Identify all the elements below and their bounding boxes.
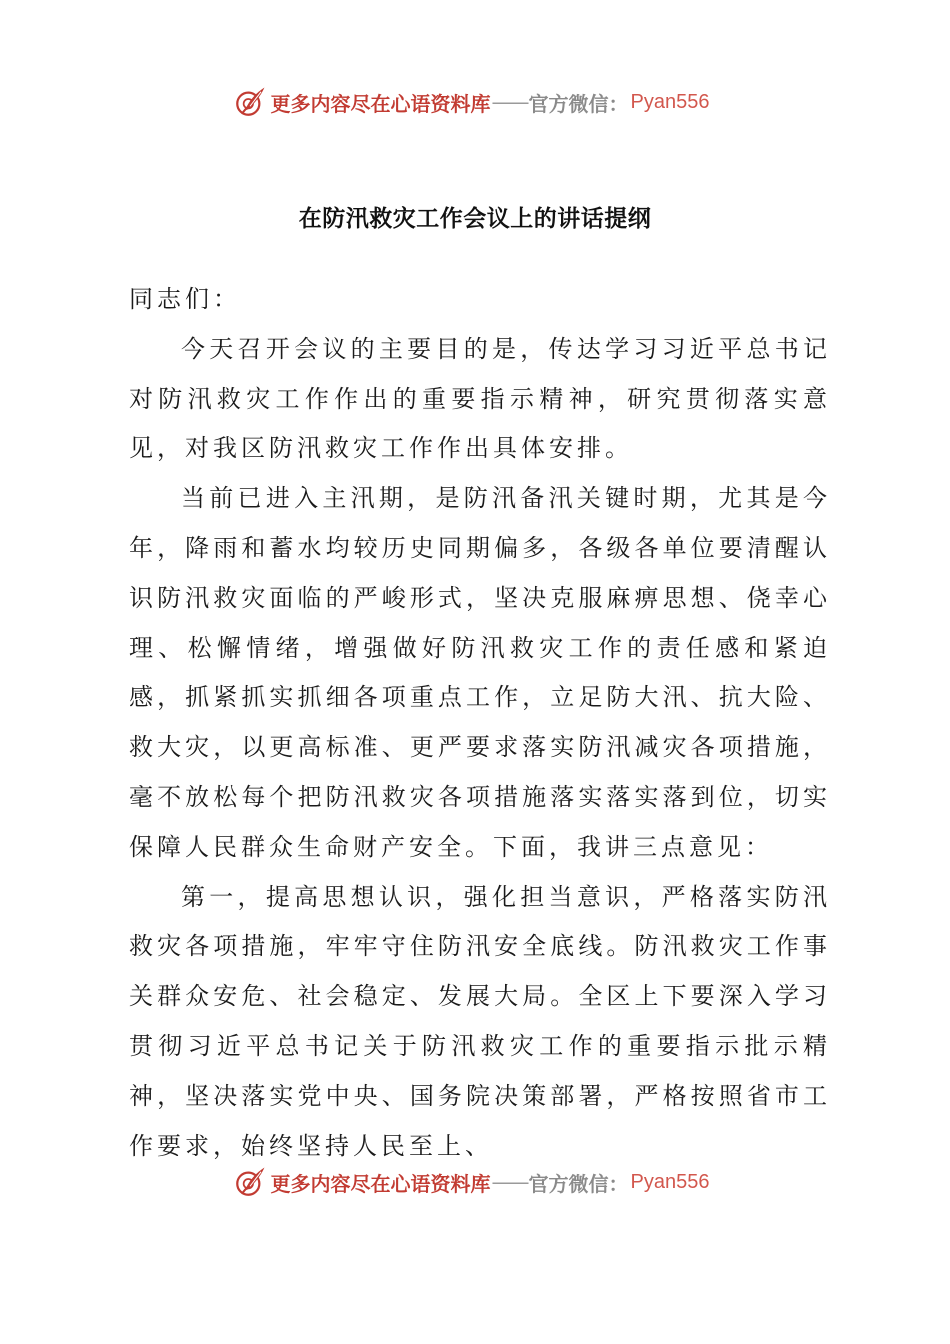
banner-wechat-id: Pyan556 xyxy=(630,90,710,113)
banner-dash: —— xyxy=(491,1170,528,1194)
paragraph: 第一，提高思想认识，强化担当意识，严格落实防汛救灾各项措施，牢牢守住防汛安全底线。防汛救灾工作事关群众安危、社会稳定、发展大局。全区上下要深入学习贯彻习近平总书记关于防汛救灾工作的重要指示批示精神，坚决落实党中央、国务院决策部署，严格按照省市工作要求，始终坚持人民至上、 xyxy=(129,882,831,1160)
banner-brand-text: 更多内容尽在心语资料库 xyxy=(270,1171,491,1196)
header-banner xyxy=(0,80,950,124)
salutation: 同志们： xyxy=(129,285,241,313)
banner-dash: —— xyxy=(491,90,528,114)
document-title: 在防汛救灾工作会议上的讲话提纲 xyxy=(298,206,652,232)
document-body xyxy=(129,275,831,1171)
banner-wechat-id: Pyan556 xyxy=(630,1170,710,1193)
banner-wechat-label: 官方微信： xyxy=(528,1171,629,1196)
footer-banner xyxy=(0,1160,950,1204)
quill-logo-icon xyxy=(233,1165,267,1199)
banner-wechat-label: 官方微信： xyxy=(528,91,629,116)
banner-brand-text: 更多内容尽在心语资料库 xyxy=(270,91,491,116)
paragraph: 当前已进入主汛期，是防汛备汛关键时期，尤其是今年，降雨和蓄水均较历史同期偏多，各级各单位要清醒认识防汛救灾面临的严峻形式，坚决克服麻痹思想、侥幸心理、松懈情绪，增强做好防汛救灾工作的责任感和紧迫感，抓紧抓实抓细各项重点工作，立足防大汛、抗大险、救大灾，以更高标准、更严要求落实防汛减灾各项措施，毫不放松每个把防汛救灾各项措施落实落实落到位，切实保障人民群众生命财产安全。下面，我讲三点意见： xyxy=(129,484,831,861)
quill-logo-icon xyxy=(233,85,267,119)
paragraph: 今天召开会议的主要目的是，传达学习习近平总书记对防汛救灾工作作出的重要指示精神，研究贯彻落实意见，对我区防汛救灾工作作出具体安排。 xyxy=(129,334,831,463)
